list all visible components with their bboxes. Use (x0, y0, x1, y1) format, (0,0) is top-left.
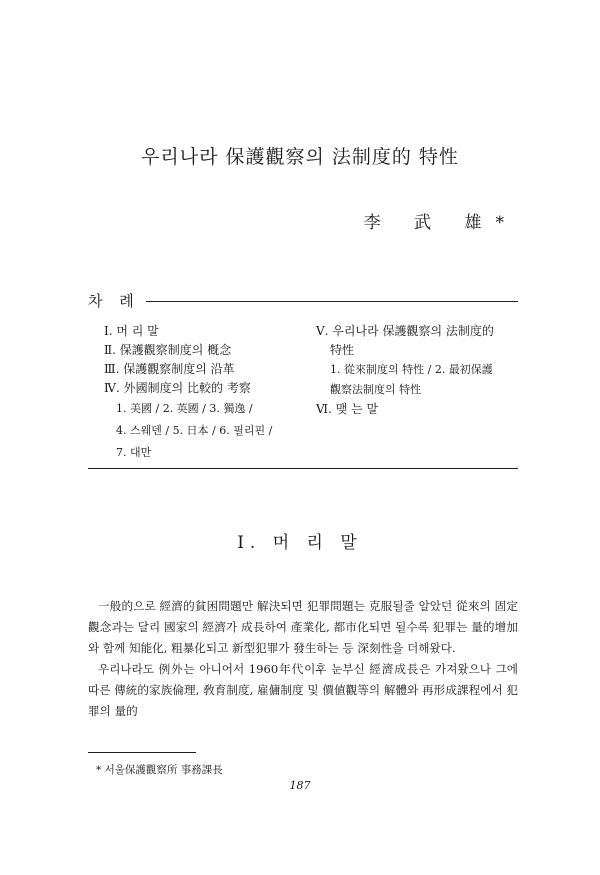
toc-item-6: Ⅵ. 맺 는 말 (316, 402, 379, 416)
paragraph: 一般的으로 經濟的貧困問題만 解決되면 犯罪問題는 克服될줄 알았던 從來의 固定觀念과는 달리 國家의 經濟가 成長하여 產業化, 都市化되면 될수록 犯罪는 量的增加와 함께 知能化, 粗暴化되고 新型犯罪가 發生하는 등 深刻性을 더해왔다. (88, 599, 518, 655)
toc-top-rule (88, 301, 518, 302)
footnote-rule (88, 752, 196, 753)
toc-item-3: Ⅲ. 保護觀察制度의 沿革 (104, 362, 235, 376)
toc-right-column (316, 322, 526, 419)
toc-header (88, 292, 518, 312)
section-heading: Ⅰ. 머 리 말 (237, 533, 363, 553)
toc-subitem: 1. 美國 / 2. 英國 / 3. 獨逸 / (116, 402, 253, 415)
paper-title: 우리나라 保護觀察의 法制度的 特性 (141, 146, 459, 168)
toc-item-5: Ⅴ. 우리나라 保護觀察의 法制度的 (316, 324, 494, 338)
toc-bottom-rule (88, 468, 518, 469)
footnote: * 서울保護觀察所 事務課長 (96, 764, 223, 776)
toc-heading: 차 례 (88, 290, 146, 311)
toc-item-1: Ⅰ. 머 리 말 (104, 324, 159, 338)
toc-item-5-cont: 特性 (330, 343, 355, 357)
toc-subitem: 1. 從來制度의 特性 / 2. 最初保護 (330, 363, 493, 376)
author-name: 李 武 雄* (363, 213, 518, 233)
toc-subitem: 觀察法制度의 特性 (330, 383, 422, 396)
toc-subitem: 7. 대만 (116, 446, 152, 459)
paragraph: 우리나라도 例外는 아니어서 1960年代이후 눈부신 經濟成長은 가져왔으나 그에 따른 傳統的家族倫理, 敎育制度, 雇傭制度 및 價値觀等의 解體와 再形成課程에서 犯罪의 量的 (88, 662, 518, 718)
toc-subitem: 4. 스웨덴 / 5. 日本 / 6. 필리핀 / (116, 424, 273, 437)
toc-item-4: Ⅳ. 外國制度의 比較的 考察 (104, 381, 251, 395)
toc-item-2: Ⅱ. 保護觀察制度의 槪念 (104, 343, 232, 357)
page-number: 187 (289, 779, 311, 792)
body-text (88, 596, 518, 722)
toc-left-column (104, 322, 309, 464)
